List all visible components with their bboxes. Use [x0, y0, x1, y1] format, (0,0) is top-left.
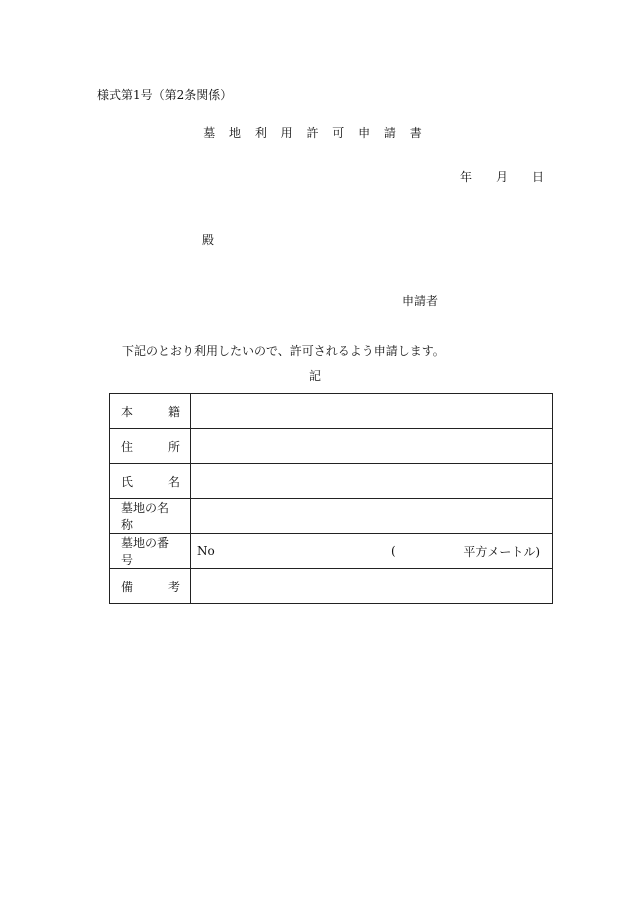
table-row-address — [110, 429, 553, 464]
table-row-honseki — [110, 394, 553, 429]
row-label-cemetery-number: 墓地の番号 — [110, 534, 191, 569]
field-name[interactable] — [191, 464, 553, 499]
table-row-name — [110, 464, 553, 499]
application-statement: 下記のとおり利用したいので、許可されるよう申請します。 — [122, 344, 445, 358]
field-honseki[interactable] — [191, 394, 553, 429]
field-cemetery-number[interactable] — [191, 534, 553, 569]
date-year-label: 年 — [460, 170, 473, 184]
date-line — [460, 170, 544, 184]
number-prefix: No — [197, 544, 215, 558]
ki-label: 記 — [308, 369, 321, 383]
row-label-address: 住 所 — [110, 429, 191, 464]
table-row-cemetery-name — [110, 499, 553, 534]
table-row-cemetery-number — [110, 534, 553, 569]
field-remarks[interactable] — [191, 569, 553, 604]
row-label-honseki: 本 籍 — [110, 394, 191, 429]
row-label-name: 氏 名 — [110, 464, 191, 499]
row-label-cemetery-name: 墓地の名称 — [110, 499, 191, 534]
table-row-remarks — [110, 569, 553, 604]
document-title: 墓 地 利 用 許 可 申 請 書 — [203, 126, 427, 140]
area-unit: 平方メートル) — [463, 544, 540, 559]
application-table — [109, 393, 553, 604]
form-number: 様式第1号（第2条関係） — [97, 88, 233, 102]
addressee-suffix: 殿 — [202, 233, 215, 247]
field-cemetery-name[interactable] — [191, 499, 553, 534]
area-paren-open: ( — [391, 544, 396, 558]
date-day-label: 日 — [532, 170, 545, 184]
applicant-label: 申請者 — [402, 294, 439, 308]
field-address[interactable] — [191, 429, 553, 464]
row-label-remarks: 備 考 — [110, 569, 191, 604]
date-month-label: 月 — [496, 170, 509, 184]
